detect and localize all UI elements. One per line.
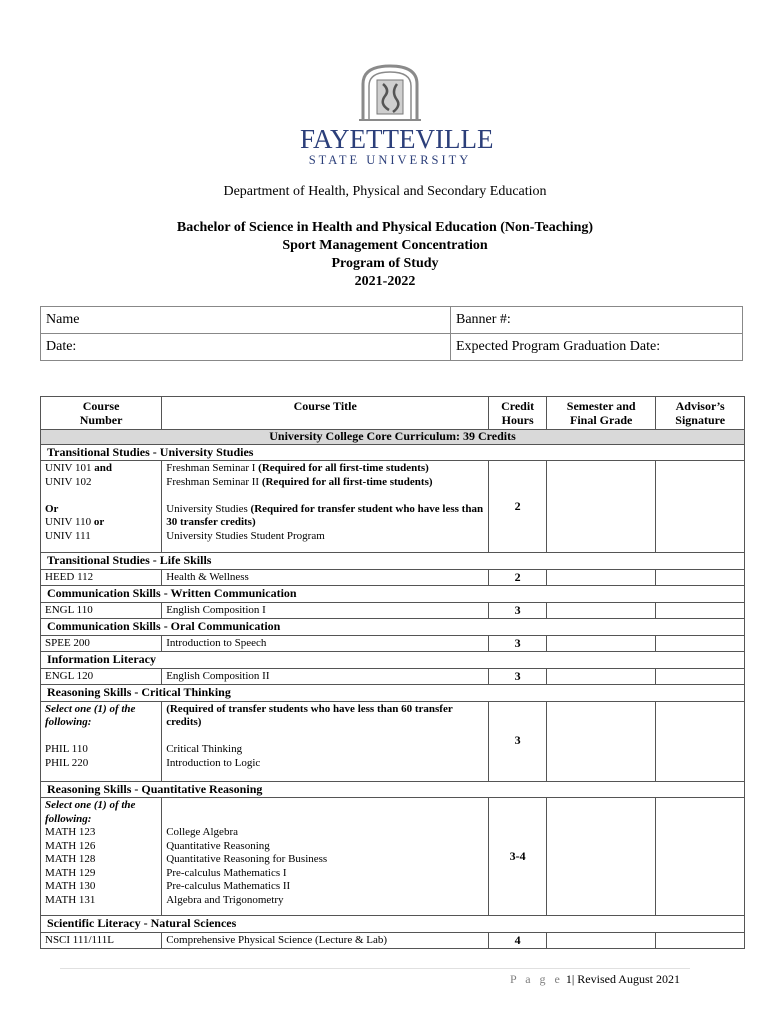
section-title: Scientific Literacy - Natural Sciences (41, 916, 745, 933)
credit-hours: 3 (489, 635, 547, 652)
section-header (41, 652, 745, 669)
section-header (41, 619, 745, 636)
advisor-signature-cell[interactable] (656, 701, 745, 781)
core-curriculum-label: University College Core Curriculum: 39 Credits (41, 430, 745, 445)
section-title: Communication Skills - Oral Communication (41, 619, 745, 636)
program-of-study-table (40, 396, 745, 949)
section-title: Reasoning Skills - Quantitative Reasoning (41, 781, 745, 798)
header-semester-grade: Semester and Final Grade (547, 397, 656, 430)
university-logo (300, 62, 494, 172)
semester-grade-cell[interactable] (547, 602, 656, 619)
name-field[interactable]: Name (41, 307, 451, 334)
section-header (41, 553, 745, 570)
header-credit-hours: Credit Hours (489, 397, 547, 430)
credit-hours: 3 (489, 602, 547, 619)
advisor-signature-cell[interactable] (656, 932, 745, 949)
course-title: English Composition II (162, 668, 489, 685)
course-title: Comprehensive Physical Science (Lecture & Lab) (162, 932, 489, 949)
logo-name: FAYETTEVILLE (300, 124, 494, 154)
advisor-signature-cell[interactable] (656, 569, 745, 586)
section-title: Information Literacy (41, 652, 745, 669)
table-row (41, 668, 745, 685)
footer-divider (60, 968, 690, 969)
date-field[interactable]: Date: (41, 334, 451, 361)
course-titles: (Required of transfer students who have less than 60 transfer credits) Critical Thinking Introduction to Logic (162, 701, 489, 781)
section-title: Transitional Studies - Life Skills (41, 553, 745, 570)
section-header (41, 916, 745, 933)
table-row (41, 798, 745, 916)
graduation-date-field[interactable]: Expected Program Graduation Date: (451, 334, 743, 361)
student-info-table (40, 306, 743, 361)
course-title: Health & Wellness (162, 569, 489, 586)
semester-grade-cell[interactable] (547, 569, 656, 586)
section-header (41, 586, 745, 603)
course-titles: College Algebra Quantitative Reasoning Quantitative Reasoning for Business Pre-calculus Mathematics I Pre-calculus Mathematics II Algebra and Trigonometry (162, 798, 489, 916)
table-header-row (41, 397, 745, 430)
section-header (41, 444, 745, 461)
section-title: Reasoning Skills - Critical Thinking (41, 685, 745, 702)
page-number: 1 (565, 972, 572, 986)
advisor-signature-cell[interactable] (656, 668, 745, 685)
semester-grade-cell[interactable] (547, 701, 656, 781)
table-row (41, 602, 745, 619)
revised-date: Revised August 2021 (577, 972, 680, 986)
academic-year: 2021-2022 (354, 274, 416, 289)
course-number: ENGL 120 (41, 668, 162, 685)
course-number: NSCI 111/111L (41, 932, 162, 949)
document-title: Program of Study (331, 256, 439, 271)
table-row (41, 635, 745, 652)
table-row (41, 461, 745, 553)
credit-hours: 2 (489, 569, 547, 586)
course-number: HEED 112 (41, 569, 162, 586)
core-curriculum-row (41, 430, 745, 445)
table-row (41, 701, 745, 781)
logo-subtitle: STATE UNIVERSITY (308, 153, 472, 167)
course-titles: Freshman Seminar I (Required for all first-time students) Freshman Seminar II (Required for all first-time students) University Studies (Required for transfer student who have less than 30 transfer credits) University Studies Student Program (162, 461, 489, 553)
advisor-signature-cell[interactable] (656, 635, 745, 652)
credit-hours: 3 (489, 701, 547, 781)
course-numbers: UNIV 101 and UNIV 102 Or UNIV 110 or UNIV 111 (41, 461, 162, 553)
banner-field[interactable]: Banner #: (451, 307, 743, 334)
semester-grade-cell[interactable] (547, 461, 656, 553)
course-number: SPEE 200 (41, 635, 162, 652)
section-title: Transitional Studies - University Studies (41, 444, 745, 461)
section-title: Communication Skills - Written Communication (41, 586, 745, 603)
credit-hours: 4 (489, 932, 547, 949)
credit-hours: 3 (489, 668, 547, 685)
table-row (41, 569, 745, 586)
university-seal-icon (355, 62, 425, 124)
footer-separator: | (571, 972, 575, 986)
table-row (41, 932, 745, 949)
course-numbers: Select one (1) of the following: PHIL 110 PHIL 220 (41, 701, 162, 781)
degree-title: Bachelor of Science in Health and Physical Education (Non-Teaching) (176, 220, 594, 235)
advisor-signature-cell[interactable] (656, 602, 745, 619)
advisor-signature-cell[interactable] (656, 798, 745, 916)
semester-grade-cell[interactable] (547, 635, 656, 652)
department-title: Department of Health, Physical and Secondary Education (223, 184, 547, 199)
semester-grade-cell[interactable] (547, 668, 656, 685)
credit-hours: 2 (489, 461, 547, 553)
page-footer (510, 972, 680, 987)
page-word: P a g e (510, 972, 563, 986)
section-header (41, 685, 745, 702)
header-advisor-signature: Advisor’s Signature (656, 397, 745, 430)
course-title: English Composition I (162, 602, 489, 619)
credit-hours: 3-4 (489, 798, 547, 916)
advisor-signature-cell[interactable] (656, 461, 745, 553)
section-header (41, 781, 745, 798)
semester-grade-cell[interactable] (547, 932, 656, 949)
concentration-title: Sport Management Concentration (282, 238, 488, 253)
header-course-number: Course Number (41, 397, 162, 430)
semester-grade-cell[interactable] (547, 798, 656, 916)
course-title: Introduction to Speech (162, 635, 489, 652)
course-numbers: Select one (1) of the following: MATH 123 MATH 126 MATH 128 MATH 129 MATH 130 MATH 131 (41, 798, 162, 916)
header-course-title: Course Title (162, 397, 489, 430)
course-number: ENGL 110 (41, 602, 162, 619)
